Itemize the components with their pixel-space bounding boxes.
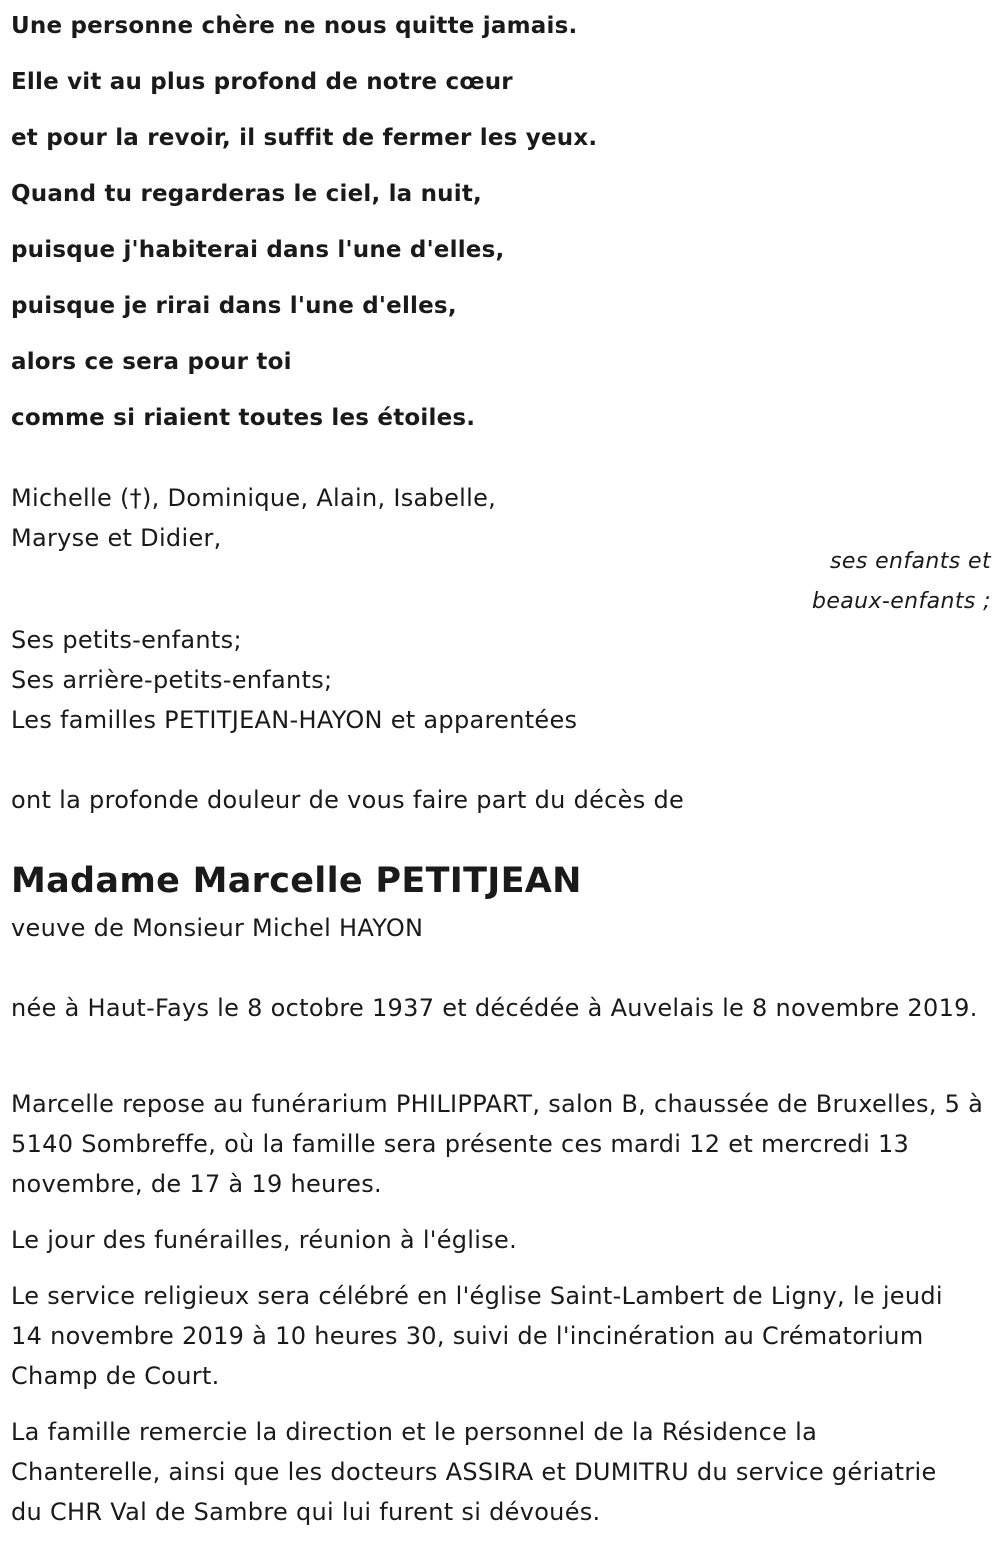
poem-line-2: Elle vit au plus profond de notre cœur xyxy=(11,69,513,95)
children-line-1: Michelle (†), Dominique, Alain, Isabelle, xyxy=(11,484,497,512)
service-paragraph: Le service religieux sera célébré en l'église Saint-Lambert de Ligny, le jeudi 14 novembre 2019 à 10 heures 30, suivi de l'incinération au Crématorium Champ de Court. xyxy=(11,1282,943,1390)
rests-paragraph: Marcelle repose au funérarium PHILIPPART, salon B, chaussée de Bruxelles, 5 à 5140 Sombreffe, où la famille sera présente ces mardi 12 et mercredi 13 novembre, de 17 à 19 heures. xyxy=(11,1090,984,1198)
children-role-line-2: beaux-enfants ; xyxy=(811,589,991,614)
poem-line-7: alors ce sera pour toi xyxy=(11,349,292,375)
poem-line-6: puisque je rirai dans l'une d'elles, xyxy=(11,293,457,319)
poem-line-4: Quand tu regarderas le ciel, la nuit, xyxy=(11,181,482,207)
poem-line-3: et pour la revoir, il suffit de fermer les yeux. xyxy=(11,125,598,151)
great-grandchildren-line: Ses arrière-petits-enfants; xyxy=(11,666,333,694)
poem-line-5: puisque j'habiterai dans l'une d'elles, xyxy=(11,237,505,263)
announcement-line: ont la profonde douleur de vous faire part du décès de xyxy=(11,786,685,814)
poem-line-1: Une personne chère ne nous quitte jamais. xyxy=(11,13,578,39)
deceased-name: Madame Marcelle PETITJEAN xyxy=(11,861,582,901)
families-line: Les familles PETITJEAN-HAYON et apparentées xyxy=(11,706,578,734)
widow-of-line: veuve de Monsieur Michel HAYON xyxy=(11,914,424,942)
poem-line-8: comme si riaient toutes les étoiles. xyxy=(11,405,476,431)
thanks-paragraph: La famille remercie la direction et le personnel de la Résidence la Chanterelle, ainsi que les docteurs ASSIRA et DUMITRU du service gériatrie du CHR Val de Sambre qui lui furent si dévoués. xyxy=(11,1418,937,1526)
children-line-2: Maryse et Didier, xyxy=(11,524,222,552)
birth-death-paragraph: née à Haut-Fays le 8 octobre 1937 et décédée à Auvelais le 8 novembre 2019. xyxy=(11,994,978,1022)
grandchildren-line: Ses petits-enfants; xyxy=(11,626,242,654)
meeting-paragraph: Le jour des funérailles, réunion à l'église. xyxy=(11,1226,518,1254)
children-role-line-1: ses enfants et xyxy=(830,549,991,574)
